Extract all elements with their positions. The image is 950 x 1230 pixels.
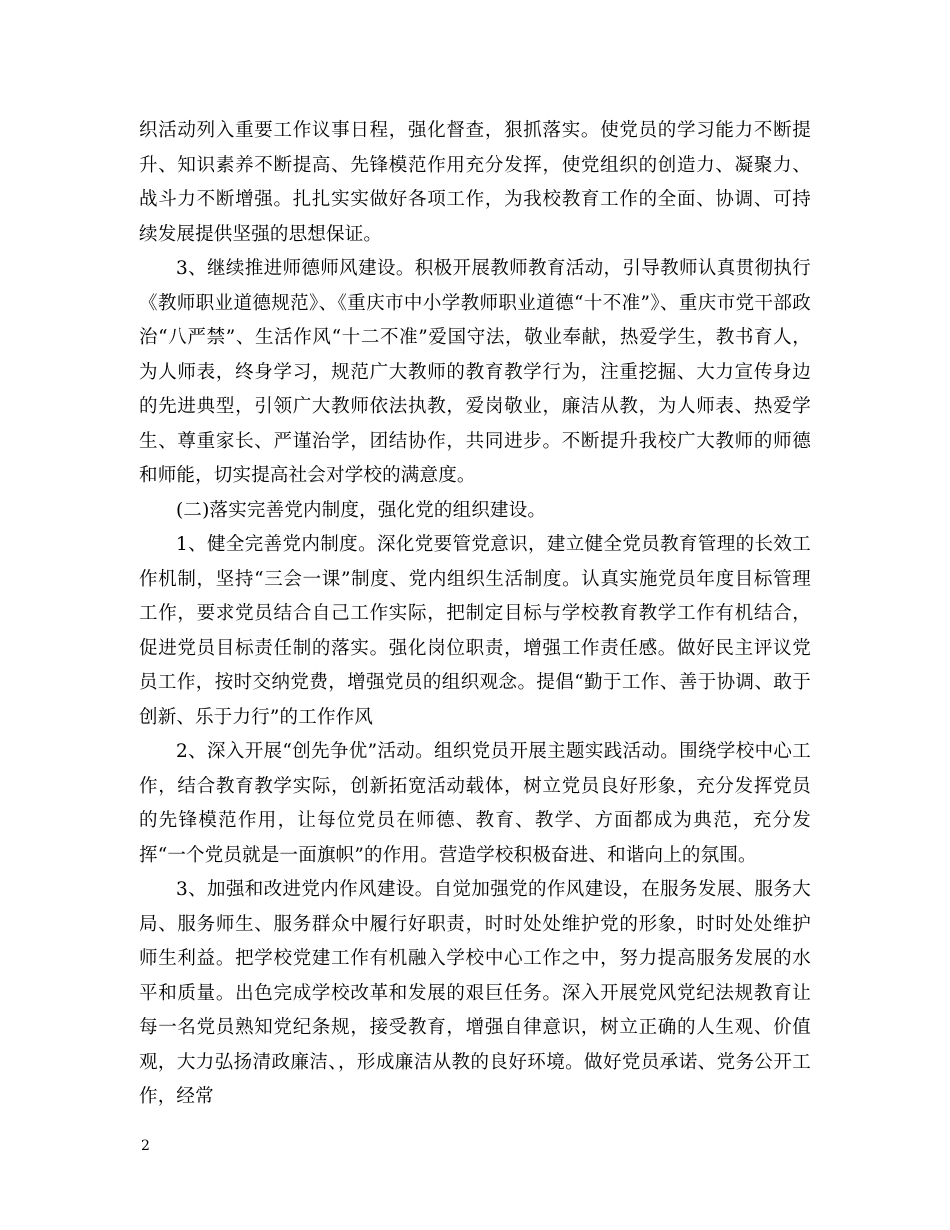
paragraph-4: 2、深入开展“创先争优”活动。组织党员开展主题实践活动。围绕学校中心工作，结合教育教学实际，创新拓宽活动载体，树立党员良好形象，充分发挥党员的先锋模范作用，让每位党员在师德、教育、教学、方面都成为典范，充分发挥“一个党员就是一面旗帜”的作用。营造学校积极奋进、和谐向上的氛围。 [139,741,811,866]
section-heading: (二)落实完善党内制度，强化党的组织建设。 [176,499,547,521]
paragraph-1: 织活动列入重要工作议事日程，强化督查，狠抓落实。使党员的学习能力不断提升、知识素养不断提高、先锋模范作用充分发挥，使党组织的创造力、凝聚力、战斗力不断增强。扎扎实实做好各项工作，为我校教育工作的全面、协调、可持续发展提供坚强的思想保证。 [139,120,811,245]
paragraph-2: 3、继续推进师德师风建设。积极开展教师教育活动，引导教师认真贯彻执行《教师职业道德规范》、《重庆市中小学教师职业道德“十不准”》、重庆市党干部政治“八严禁”、生活作风“十二不准”爱国守法，敬业奉献，热爱学生，教书育人，为人师表，终身学习，规范广大教师的教育教学行为，注重挖掘、大力宣传身边的先进典型，引领广大教师依法执教，爱岗敬业，廉洁从教，为人师表、热爱学生、尊重家长、严谨治学，团结协作，共同进步。不断提升我校广大教师的师德和师能，切实提高社会对学校的满意度。 [139,258,811,486]
document-body [139,114,811,1115]
paragraph-3: 1、健全完善党内制度。深化党要管党意识，建立健全党员教育管理的长效工作机制，坚持“三会一课”制度、党内组织生活制度。认真实施党员年度目标管理工作，要求党员结合自己工作实际，把制定目标与学校教育教学工作有机结合，促进党员目标责任制的落实。强化岗位职责，增强工作责任感。做好民主评议党员工作，按时交纳党费，增强党员的组织观念。提倡“勤于工作、善于协调、敢于创新、乐于力行”的工作作风 [139,534,811,728]
paragraph-5: 3、加强和改进党内作风建设。自觉加强党的作风建设，在服务发展、服务大局、服务师生、服务群众中履行好职责，时时处处维护党的形象，时时处处维护师生利益。把学校党建工作有机融入学校中心工作之中，努力提高服务发展的水平和质量。出色完成学校改革和发展的艰巨任务。深入开展党风党纪法规教育让每一名党员熟知党纪条规，接受教育，增强自律意识，树立正确的人生观、价值观，大力弘扬清政廉洁、，形成廉洁从教的良好环境。做好党员承诺、党务公开工作，经常 [139,879,811,1107]
page-number: 2 [141,1138,150,1154]
